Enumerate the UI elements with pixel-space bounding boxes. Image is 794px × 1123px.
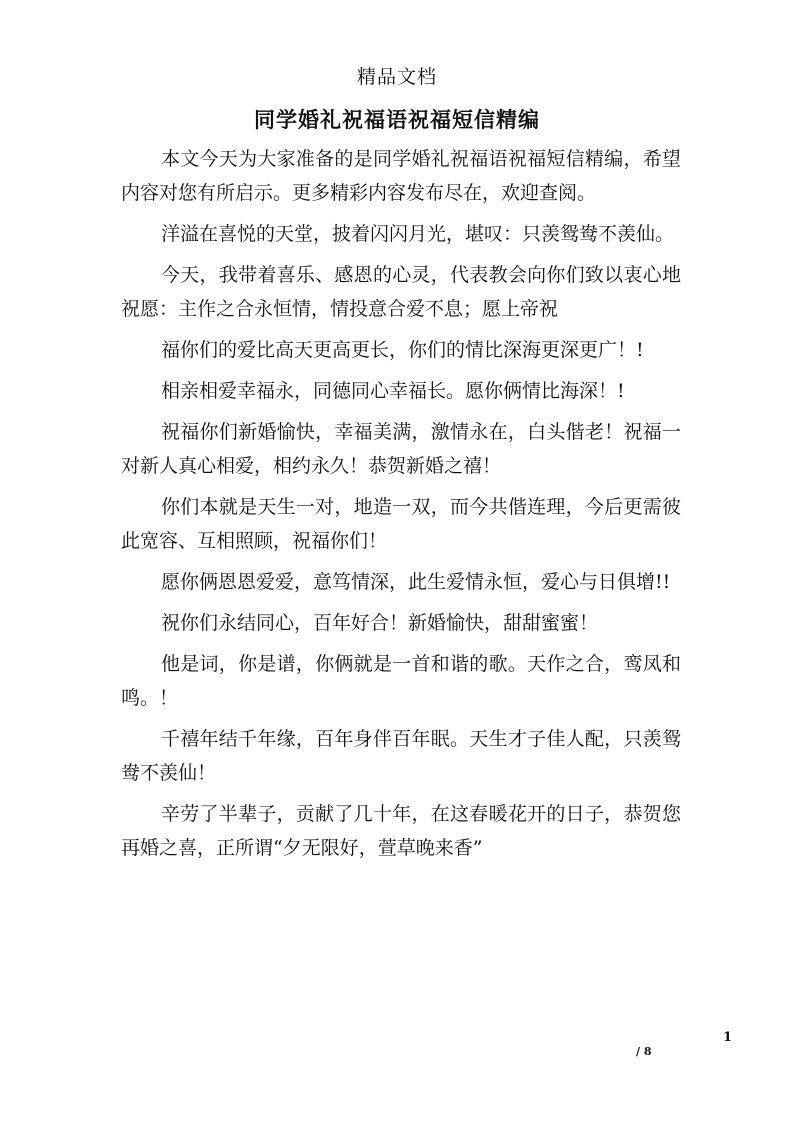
page-number: 1 [723, 1030, 733, 1045]
paragraph-7: 你们本就是天生一对，地造一双，而今共偕连理，今后更需彼此宽容、互相照顾，祝福你们！ [121, 496, 681, 552]
paragraph-9: 祝你们永结同心，百年好合！新婚愉快，甜甜蜜蜜！ [161, 612, 599, 634]
paragraph-1: 本文今天为大家准备的是同学婚礼祝福语祝福短信精编，希望内容对您有所启示。更多精彩内容发布尽在，欢迎查阅。 [121, 148, 681, 204]
document-header: 精品文档 [356, 66, 437, 88]
paragraph-4: 福你们的爱比高天更高更长，你们的情比深海更深更广！! [161, 339, 644, 361]
paragraph-10: 他是词，你是谱，你俩就是一首和谐的歌。天作之合，鸾凤和鸣。！ [121, 653, 681, 709]
document-body [121, 142, 681, 872]
paragraph-12: 辛劳了半辈子，贡献了几十年，在这春暖花开的日子，恭贺您再婚之喜，正所谓“夕无限好，萱草晚来香” [121, 803, 681, 859]
paragraph-5: 相亲相爱幸福永，同德同心幸福长。愿你俩情比海深！! [161, 380, 625, 402]
paragraph-8: 愿你俩恩恩爱爱，意笃情深，此生爱情永恒，爱心与日俱增!! [161, 571, 671, 593]
paragraph-3: 今天，我带着喜乐、感恩的心灵，代表教会向你们致以衷心地祝愿：主作之合永恒情，情投意合爱不息；愿上帝祝 [121, 264, 681, 320]
page-total: / 8 [636, 1045, 652, 1058]
paragraph-2: 洋溢在喜悦的天堂，披着闪闪月光，堪叹：只羡鸳鸯不羡仙。 [161, 223, 675, 245]
paragraph-6: 祝福你们新婚愉快，幸福美满，激情永在，白头偕老！祝福一对新人真心相爱，相约永久！恭贺新婚之禧！ [121, 421, 681, 477]
paragraph-11: 千禧年结千年缘，百年身伴百年眠。天生才子佳人配，只羡鸳鸯不羡仙！ [121, 728, 681, 784]
document-title: 同学婚礼祝福语祝福短信精编 [254, 107, 540, 132]
